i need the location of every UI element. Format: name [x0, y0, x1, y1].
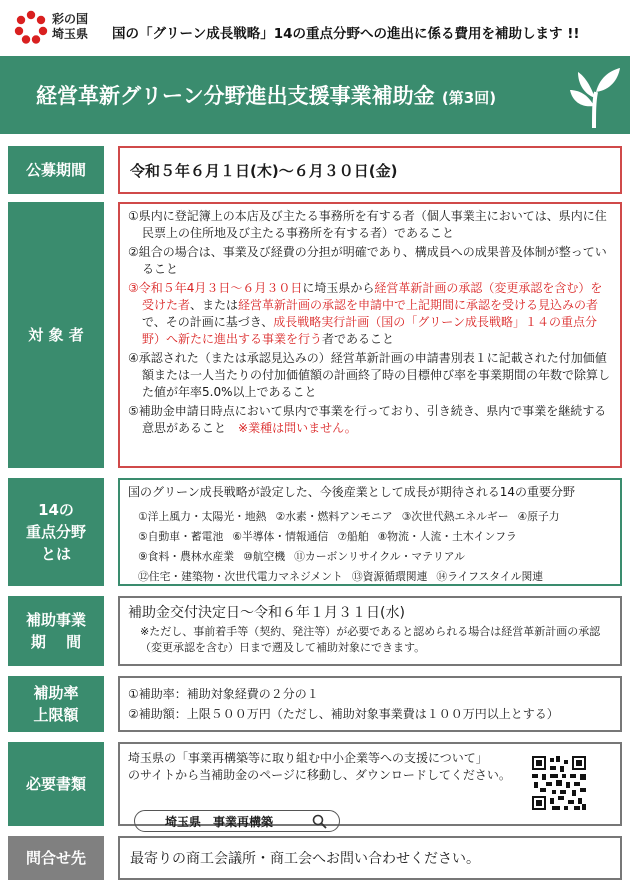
item-5-text: ⑤補助金申請日時点において県内で事業を行っており、引き続き、県内で事業を継続する意思があること — [128, 404, 607, 435]
label-project-period — [8, 596, 104, 666]
pref-line-2: 埼玉県 — [52, 27, 89, 41]
box-documents — [118, 742, 622, 829]
project-period-value: 補助金交付決定日～令和６年１月３１日(水) — [128, 605, 405, 621]
label-rate-line-2: 上限額 — [33, 706, 79, 724]
box-sectors — [118, 478, 622, 586]
label-project-period-line-2: 期 間 — [30, 633, 82, 651]
item-3-text-c: で、その計画に基づき、 — [142, 315, 274, 329]
row-project-period — [8, 596, 622, 666]
box-eligibility — [118, 202, 622, 468]
search-box[interactable] — [134, 810, 340, 832]
search-icon — [312, 814, 327, 829]
item-3-text-d: 者であること — [322, 332, 395, 346]
box-contact — [118, 836, 622, 880]
label-sectors-line-3: とは — [40, 545, 71, 563]
item-3-text-b: 、または — [190, 298, 239, 312]
label-project-period-line-1: 補助事業 — [25, 611, 86, 629]
sector-item: ①洋上風力・太陽光・地熱 — [138, 510, 267, 523]
item-3-pending: 経営革新計画の承認を申請中で上記期間に承認を受ける見込みの者 — [238, 298, 599, 312]
eligibility-item-4: ④承認された（または承認見込みの）経営革新計画の申請書別表１に記載された付加価値額または一人当たりの付加価値額の計画終了時の目標伸び率を事業期間の年数で除算した値が年率5.0%以上であること — [128, 351, 611, 399]
sector-item: ⑥半導体・情報通信 — [232, 530, 329, 543]
sector-item: ⑬資源循環関連 — [351, 570, 428, 583]
label-subsidy-rate — [8, 676, 104, 732]
sector-item: ⑫住宅・建築物・次世代電力マネジメント — [138, 570, 343, 583]
search-text: 埼玉県 事業再構築 — [165, 814, 274, 829]
label-rate-line-1: 補助率 — [33, 684, 79, 702]
sector-item: ⑨食料・農林水産業 — [138, 550, 235, 563]
box-subsidy-rate — [118, 676, 622, 732]
qr-code-icon[interactable] — [530, 754, 588, 812]
row-application-period — [8, 146, 622, 194]
label-sectors-line-2: 重点分野 — [25, 523, 86, 541]
subsidy-rate: ①補助率：補助対象経費の２分の１ — [128, 687, 319, 701]
box-application-period — [118, 146, 622, 194]
page-title — [36, 80, 496, 110]
row-eligibility — [8, 202, 622, 468]
documents-line-1: 埼玉県の「事業再構築等に取り組む中小企業等への支援について」 — [128, 751, 488, 765]
row-documents — [8, 742, 622, 829]
sector-line-1 — [138, 507, 614, 527]
label-contact: 問合せ先 — [8, 836, 104, 880]
label-documents: 必要書類 — [8, 742, 104, 826]
row-sectors — [8, 478, 622, 586]
sectors-intro: 国のグリーン成長戦略が設定した、今後産業として成長が期待される14の重要分野 — [128, 485, 576, 499]
application-period-value: 令和５年６月１日(木)～６月３０日(金) — [130, 161, 398, 180]
title-banner — [0, 56, 630, 134]
label-sectors — [8, 478, 104, 586]
subsidy-cap: ②補助額：上限５００万円（ただし、補助対象事業費は１００万円以上とする） — [128, 707, 559, 721]
label-sectors-line-1: 14の — [38, 501, 74, 519]
saitama-logo-icon — [14, 10, 48, 44]
header-tagline: 国の「グリーン成長戦略」14の重点分野への進出に係る費用を補助します !! — [112, 26, 580, 42]
sector-item: ②水素・燃料アンモニア — [275, 510, 393, 523]
sector-line-4 — [138, 567, 614, 587]
sector-item: ⑧物流・人流・土木インフラ — [377, 530, 517, 543]
header — [0, 0, 630, 56]
eligibility-item-2: ②組合の場合は、事業及び経費の分担が明確であり、構成員への成果普及体制が整っていること — [128, 245, 607, 276]
label-eligibility: 対 象 者 — [8, 202, 104, 468]
eligibility-item-3 — [128, 280, 614, 348]
item-3-approved: 経営革新計画の承認（変更承認を含む）を受けた者 — [142, 281, 603, 312]
pref-line-1: 彩の国 — [52, 12, 89, 26]
box-project-period — [118, 596, 622, 666]
row-contact — [8, 836, 622, 880]
sector-item: ⑩航空機 — [243, 550, 286, 563]
item-3-text-a: に埼玉県から — [302, 281, 375, 295]
sector-item: ③次世代熱エネルギー — [401, 510, 509, 523]
sprout-icon — [566, 62, 622, 130]
row-subsidy-rate — [8, 676, 622, 732]
prefecture-name — [52, 12, 88, 42]
item-3-dates: 令和５年4月３日～６月３０日 — [138, 281, 303, 295]
title-main: 経営革新グリーン分野進出支援事業補助金 — [36, 84, 435, 108]
sector-line-3 — [138, 547, 614, 567]
eligibility-item-5 — [128, 403, 614, 437]
contact-value: 最寄りの商工会議所・商工会へお問い合わせください。 — [130, 851, 480, 867]
sector-item: ⑪カーボンリサイクル・マテリアル — [294, 550, 465, 563]
eligibility-item-1: ①県内に登記簿上の本店及び主たる事務所を有する者（個人事業主においては、県内に住民票上の住所地及び主たる事務所を有する者）であること — [128, 209, 607, 240]
item-5-note: ※業種は問いません。 — [238, 421, 357, 435]
item-3-marker: ③ — [128, 281, 139, 295]
sector-line-2 — [138, 527, 614, 547]
sector-item: ④原子力 — [517, 510, 560, 523]
sector-item: ⑦船舶 — [337, 530, 369, 543]
item-3-strategy: 成長戦略実行計画（国の「グリーン成長戦略」１４の重点分野）へ新たに進出する事業を行う — [142, 315, 598, 346]
sector-item: ⑤自動車・蓄電池 — [138, 530, 224, 543]
documents-line-2: のサイトから当補助金のページに移動し、ダウンロードしてください。 — [128, 768, 511, 782]
title-round: (第3回) — [441, 89, 497, 107]
project-period-note: ※ただし、事前着手等（契約、発注等）が必要であると認められる場合は経営革新計画の承認（変更承認を含む）日まで遡及して補助対象にできます。 — [140, 625, 601, 654]
sector-list — [128, 507, 614, 587]
sector-item: ⑭ライフスタイル関連 — [436, 570, 544, 583]
label-application-period: 公募期間 — [8, 146, 104, 194]
